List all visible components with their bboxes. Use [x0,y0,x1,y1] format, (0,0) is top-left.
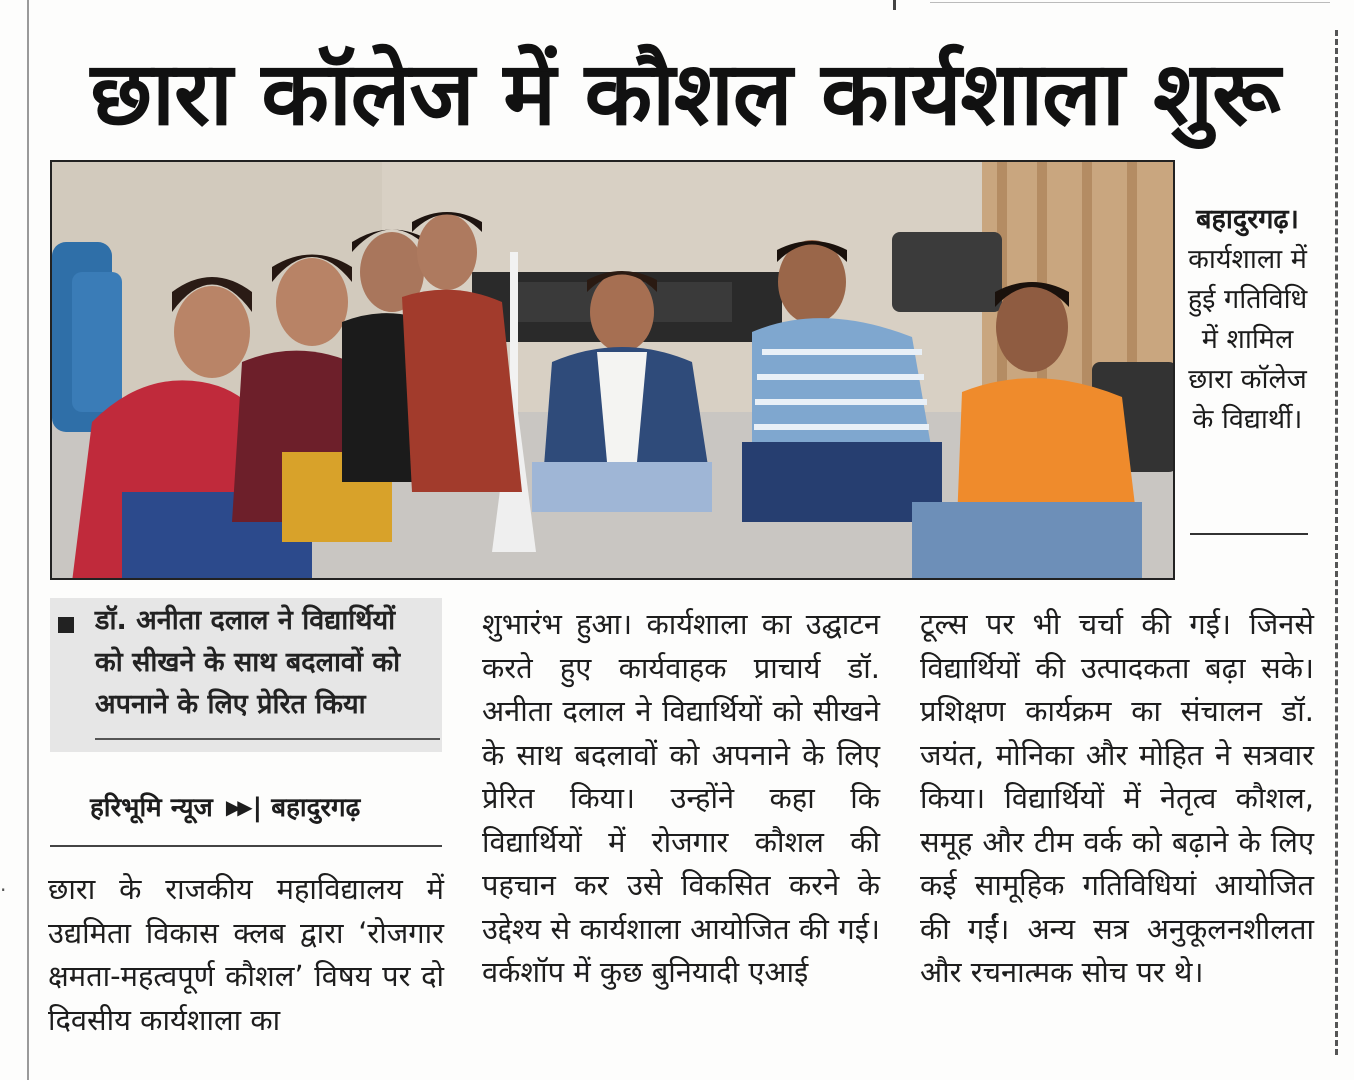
article-paragraph: टूल्स पर भी चर्चा की गई। जिनसे विद्यार्थियों की उत्पादकता बढ़ा सके। प्रशिक्षण कार्यक्रम का संचालन डॉ. जयंत, मोनिका और मोहित ने सत्रवार किया। विद्यार्थियों में नेतृत्व कौशल, समूह और टीम वर्क को बढ़ाने के लिए कई सामूहिक गतिविधियां आयोजित की गईं। अन्य सत्र अनुकूलनशीलता और रचनात्मक सोच पर थे। [920,607,1314,989]
article-column-1 [48,868,444,1042]
byline-bar: | [252,793,263,823]
page-edge-mark: ‧ [0,878,7,902]
top-tick-mark [893,0,896,10]
article-column-3 [920,603,1314,995]
caption-rule [1190,533,1308,535]
right-dashed-rule [1335,30,1338,1055]
byline-rule [50,845,442,847]
top-hairline [930,2,1330,3]
arrow-separator-icon: ▶▶ [225,795,249,819]
byline [90,788,430,824]
headline: छारा कॉलेज में कौशल कार्यशाला शुरू [90,42,1280,145]
square-bullet-icon [58,617,74,633]
students-group-photo [52,162,1175,580]
left-column-rule [27,0,29,1080]
highlight-rule [95,738,440,740]
byline-source: हरिभूमि न्यूज [90,793,213,823]
article-paragraph: शुभारंभ हुआ। कार्यशाला का उद्घाटन करते हुए कार्यवाहक प्राचार्य डॉ. अनीता दलाल ने विद्यार्थियों को सीखने के साथ बदलावों को अपनाने के लिए प्रेरित किया। उन्होंने कहा कि विद्यार्थियों में रोजगार कौशल की पहचान कर उसे विकसित करने के उद्देश्य से कार्यशाला आयोजित की गई। वर्कशॉप में कुछ बुनियादी एआई [482,607,880,989]
caption-place: बहादुरगढ़। [1196,204,1299,235]
byline-location: बहादुरगढ़ [271,793,361,823]
article-column-2 [482,603,880,995]
highlight-text: डॉ. अनीता दलाल ने विद्यार्थियों को सीखने के साथ बदलावों को अपनाने के लिए प्रेरित किया [95,605,401,720]
photo-caption [1185,200,1310,440]
caption-text: कार्यशाला में हुई गतिविधि में शामिल छारा कॉलेज के विद्यार्थी। [1187,244,1308,435]
news-photo [50,160,1175,580]
article-paragraph: छारा के राजकीय महाविद्यालय में उद्यमिता विकास क्लब द्वारा ‘रोजगार क्षमता-महत्वपूर्ण कौशल’ विषय पर दो दिवसीय कार्यशाला का [48,872,444,1037]
